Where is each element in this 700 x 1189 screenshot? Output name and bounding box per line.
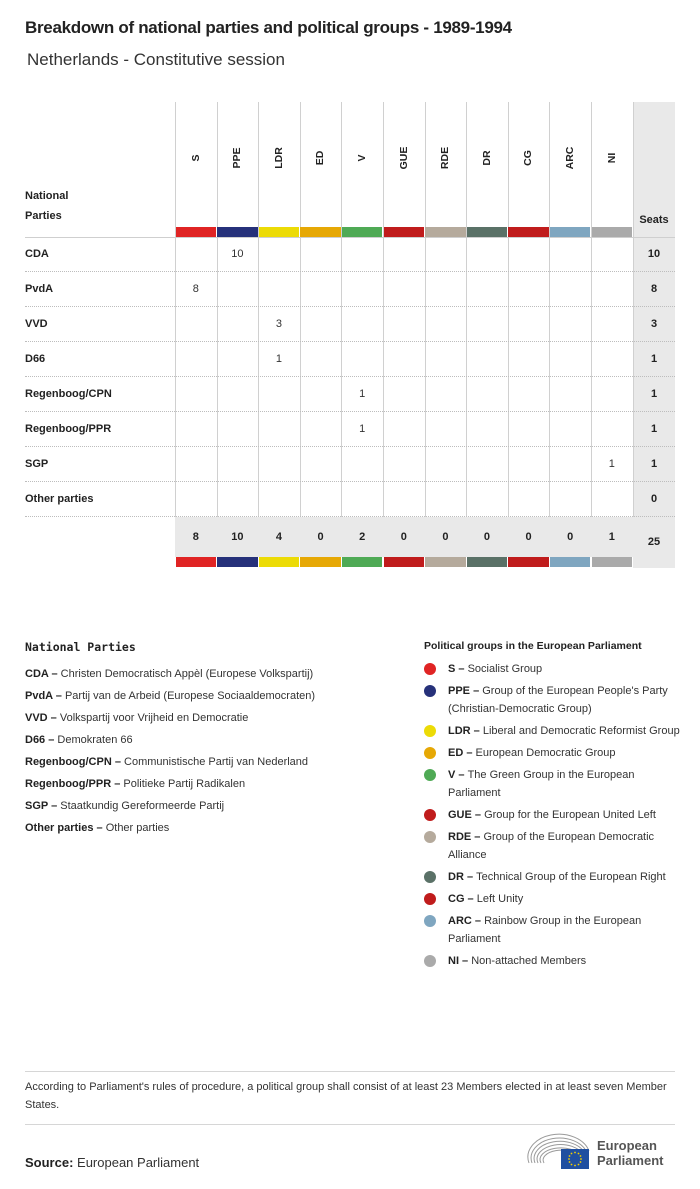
column-header-ni bbox=[591, 118, 632, 218]
legend-name: Volkspartij voor Vrijheid en Democratie bbox=[59, 712, 249, 724]
party-name: PvdA bbox=[25, 283, 54, 295]
column-header-gue bbox=[383, 118, 424, 218]
legend-name: The Green Group in the European Parliament bbox=[448, 769, 635, 799]
column-header-arc bbox=[549, 118, 590, 218]
header-color-bar-v bbox=[342, 227, 383, 237]
footer-color-bar-ppe bbox=[217, 557, 258, 567]
group-legend-item bbox=[424, 890, 684, 908]
legend-code: SGP bbox=[25, 800, 49, 812]
legend-separator: – bbox=[111, 778, 124, 790]
legend-dot-icon bbox=[424, 685, 436, 697]
total-ldr: 4 bbox=[275, 531, 283, 543]
seat-cell: 1 bbox=[359, 388, 366, 400]
legend-dot-icon bbox=[424, 831, 436, 843]
footer-color-bar-rde bbox=[425, 557, 466, 567]
row-seats-total: 1 bbox=[650, 458, 658, 470]
header-color-bar-cg bbox=[508, 227, 549, 237]
legend-name: Group for the European United Left bbox=[484, 809, 656, 821]
group-legend-item bbox=[424, 744, 684, 762]
table-row bbox=[25, 307, 675, 342]
column-header-s bbox=[175, 118, 216, 218]
row-seats-total: 0 bbox=[650, 493, 658, 505]
column-header-label: S bbox=[189, 154, 202, 162]
seat-cell: 8 bbox=[192, 283, 199, 295]
row-seats-total: 8 bbox=[650, 283, 658, 295]
legend-name: Liberal and Democratic Reformist Group bbox=[482, 725, 680, 737]
legend-code: VVD bbox=[25, 712, 48, 724]
seat-cell: 10 bbox=[231, 248, 244, 260]
national-party-legend-item bbox=[25, 817, 405, 839]
national-parties-legend bbox=[25, 640, 405, 839]
total-s: 8 bbox=[192, 531, 199, 543]
table-row bbox=[25, 272, 675, 307]
legend-separator: – bbox=[471, 915, 485, 927]
legend-name: Politieke Partij Radikalen bbox=[123, 778, 246, 790]
legend-separator: – bbox=[470, 725, 483, 737]
legend-name: Rainbow Group in the European Parliament bbox=[448, 915, 642, 945]
source-value: European Parliament bbox=[77, 1155, 200, 1170]
table-row bbox=[25, 447, 675, 482]
legend-separator: – bbox=[471, 809, 485, 821]
legend-separator: – bbox=[48, 668, 61, 680]
header-color-bar-gue bbox=[384, 227, 425, 237]
column-header-ppe bbox=[217, 118, 258, 218]
national-party-legend-item bbox=[25, 729, 405, 751]
party-name: SGP bbox=[25, 458, 49, 470]
legend-code: RDE bbox=[448, 831, 472, 843]
footer-color-bar-dr bbox=[467, 557, 508, 567]
group-legend-item bbox=[424, 868, 684, 886]
footer-divider-top bbox=[25, 1071, 675, 1072]
total-cg: 0 bbox=[525, 531, 532, 543]
header-color-bar-rde bbox=[425, 227, 466, 237]
party-name: VVD bbox=[25, 318, 48, 330]
header-color-bar-dr bbox=[467, 227, 508, 237]
legend-dot-icon bbox=[424, 809, 436, 821]
header-color-bar-s bbox=[176, 227, 217, 237]
legend-name: Demokraten 66 bbox=[57, 734, 133, 746]
legend-name: Staatkundig Gereformeerde Partij bbox=[60, 800, 225, 812]
row-seats-total: 1 bbox=[650, 423, 658, 435]
legend-code: ED bbox=[448, 747, 464, 759]
header-color-bar-ldr bbox=[259, 227, 300, 237]
footer-color-bar-ed bbox=[300, 557, 341, 567]
column-header-label: V bbox=[355, 154, 368, 162]
column-header-label: LDR bbox=[272, 147, 285, 169]
legend-name: Christen Democratisch Appèl (Europese Volkspartij) bbox=[60, 668, 314, 680]
total-ni: 1 bbox=[608, 531, 615, 543]
legend-name: Non-attached Members bbox=[471, 955, 587, 967]
legend-code: D66 bbox=[25, 734, 46, 746]
seat-cell: 1 bbox=[608, 458, 615, 470]
logo-line-2: Parliament bbox=[597, 1153, 664, 1168]
footer-color-bar-s bbox=[176, 557, 217, 567]
legend-name: European Democratic Group bbox=[475, 747, 616, 759]
total-gue: 0 bbox=[400, 531, 407, 543]
legend-separator: – bbox=[111, 756, 125, 768]
column-header-rde bbox=[425, 118, 466, 218]
legend-code: V bbox=[448, 769, 456, 781]
legend-dot-icon bbox=[424, 747, 436, 759]
political-groups-legend-title: Political groups in the European Parliament bbox=[424, 640, 642, 652]
legend-code: ARC bbox=[448, 915, 472, 927]
political-groups-legend bbox=[424, 640, 684, 974]
legend-name: Other parties bbox=[105, 822, 170, 834]
footer-color-bar-ni bbox=[592, 557, 633, 567]
legend-dot-icon bbox=[424, 769, 436, 781]
table-row bbox=[25, 482, 675, 517]
legend-dot-icon bbox=[424, 725, 436, 737]
seat-cell: 3 bbox=[275, 318, 283, 330]
legend-name: Group of the European People's Party (Christian-Democratic Group) bbox=[448, 685, 668, 715]
seats-header: Seats bbox=[639, 214, 669, 226]
legend-code: LDR bbox=[448, 725, 471, 737]
legend-separator: – bbox=[455, 663, 468, 675]
group-legend-item bbox=[424, 682, 684, 718]
column-header-label: CG bbox=[522, 150, 535, 166]
legend-separator: – bbox=[93, 822, 106, 834]
legend-separator: – bbox=[470, 685, 483, 697]
footer-color-bar-v bbox=[342, 557, 383, 567]
total-rde: 0 bbox=[442, 531, 449, 543]
party-name: Regenboog/CPN bbox=[25, 388, 112, 400]
row-seats-total: 1 bbox=[650, 353, 658, 365]
legend-name: Communistische Partij van Nederland bbox=[124, 756, 309, 768]
national-party-legend-item bbox=[25, 795, 405, 817]
column-header-cg bbox=[508, 118, 549, 218]
total-v: 2 bbox=[359, 531, 366, 543]
header-color-bar-ed bbox=[300, 227, 341, 237]
footer-color-bar-arc bbox=[550, 557, 591, 567]
footer-color-bar-ldr bbox=[259, 557, 300, 567]
legend-code: NI bbox=[448, 955, 459, 967]
legend-name: Left Unity bbox=[476, 893, 524, 905]
column-header-label: RDE bbox=[439, 146, 452, 170]
legend-code: Regenboog/CPN bbox=[25, 756, 112, 768]
legend-separator: – bbox=[455, 769, 468, 781]
group-legend-item bbox=[424, 912, 684, 948]
european-parliament-logo bbox=[527, 1133, 677, 1173]
legend-separator: – bbox=[463, 871, 477, 883]
legend-code: PPE bbox=[448, 685, 471, 697]
chart-title: Breakdown of national parties and political groups - 1989-1994 bbox=[25, 18, 512, 37]
total-dr: 0 bbox=[483, 531, 491, 543]
legend-code: GUE bbox=[448, 809, 472, 821]
group-legend-item bbox=[424, 722, 684, 740]
legend-code: DR bbox=[448, 871, 464, 883]
total-ppe: 10 bbox=[231, 531, 244, 543]
legend-separator: – bbox=[471, 831, 484, 843]
column-header-dr bbox=[466, 118, 507, 218]
national-party-legend-item bbox=[25, 663, 405, 685]
row-seats-total: 10 bbox=[647, 248, 661, 260]
legend-dot-icon bbox=[424, 955, 436, 967]
source-label: Source: bbox=[25, 1155, 74, 1170]
legend-name: Technical Group of the European Right bbox=[476, 871, 666, 883]
group-legend-item bbox=[424, 806, 684, 824]
column-header-ed bbox=[300, 118, 341, 218]
header-color-bar-ni bbox=[592, 227, 633, 237]
column-header-label: ED bbox=[314, 150, 327, 166]
footer-color-bar-gue bbox=[384, 557, 425, 567]
legend-code: CDA bbox=[25, 668, 49, 680]
legend-code: S bbox=[448, 663, 456, 675]
column-header-label: PPE bbox=[231, 147, 244, 169]
row-seats-total: 3 bbox=[650, 318, 658, 330]
group-legend-item bbox=[424, 766, 684, 802]
group-legend-item bbox=[424, 828, 684, 864]
table-row bbox=[25, 377, 675, 412]
legend-code: PvdA bbox=[25, 690, 53, 702]
legend-separator: – bbox=[45, 734, 58, 746]
header-line-1: National bbox=[25, 190, 69, 202]
party-name: Other parties bbox=[25, 493, 94, 505]
legend-separator: – bbox=[459, 955, 472, 967]
table-row bbox=[25, 237, 675, 272]
header-color-bar-ppe bbox=[217, 227, 258, 237]
logo-line-1: European bbox=[597, 1138, 657, 1153]
footer-divider-bottom bbox=[25, 1124, 675, 1125]
legend-separator: – bbox=[464, 893, 477, 905]
national-party-legend-item bbox=[25, 773, 405, 795]
legend-separator: – bbox=[463, 747, 476, 759]
source-line bbox=[25, 1155, 199, 1170]
group-legend-item bbox=[424, 660, 684, 678]
national-party-legend-item bbox=[25, 685, 405, 707]
legend-dot-icon bbox=[424, 871, 436, 883]
party-name: CDA bbox=[25, 248, 49, 260]
legend-separator: – bbox=[52, 690, 65, 702]
seat-cell: 1 bbox=[275, 353, 283, 365]
party-name: D66 bbox=[25, 353, 46, 365]
parliament-hemicycle-icon bbox=[527, 1133, 593, 1173]
legend-code: Regenboog/PPR bbox=[25, 778, 112, 790]
legend-separator: – bbox=[48, 800, 61, 812]
column-header-v bbox=[341, 118, 382, 218]
total-arc: 0 bbox=[567, 531, 574, 543]
group-legend-item bbox=[424, 952, 684, 970]
column-header-label: DR bbox=[480, 150, 493, 166]
row-seats-total: 1 bbox=[650, 388, 658, 400]
grand-total: 25 bbox=[647, 536, 661, 548]
legend-dot-icon bbox=[424, 915, 436, 927]
header-color-bar-arc bbox=[550, 227, 591, 237]
column-header-label: GUE bbox=[397, 146, 410, 170]
party-name: Regenboog/PPR bbox=[25, 423, 112, 435]
legend-code: Other parties bbox=[25, 822, 94, 834]
national-parties-header bbox=[25, 186, 125, 226]
legend-separator: – bbox=[47, 712, 60, 724]
logo-text bbox=[597, 1138, 663, 1168]
table-row bbox=[25, 342, 675, 377]
legend-dot-icon bbox=[424, 663, 436, 675]
national-parties-legend-title: National Parties bbox=[25, 640, 136, 654]
footer-color-bar-cg bbox=[508, 557, 549, 567]
total-ed: 0 bbox=[317, 531, 324, 543]
header-line-2: Parties bbox=[25, 210, 62, 222]
footnote: According to Parliament's rules of procedure, a political group shall consist of at least 23 Members elected in at least seven Member States. bbox=[25, 1081, 667, 1111]
legend-code: CG bbox=[448, 893, 465, 905]
column-header-label: NI bbox=[605, 152, 618, 164]
national-party-legend-item bbox=[25, 707, 405, 729]
legend-name: Group of the European Democratic Alliance bbox=[448, 831, 655, 861]
legend-dot-icon bbox=[424, 893, 436, 905]
column-header-ldr bbox=[258, 118, 299, 218]
national-party-legend-item bbox=[25, 751, 405, 773]
table-row bbox=[25, 412, 675, 447]
column-header-label: ARC bbox=[563, 146, 576, 170]
legend-name: Socialist Group bbox=[467, 663, 543, 675]
seat-cell: 1 bbox=[359, 423, 366, 435]
chart-subtitle: Netherlands - Constitutive session bbox=[27, 50, 285, 69]
legend-name: Partij van de Arbeid (Europese Sociaaldemocraten) bbox=[64, 690, 316, 702]
